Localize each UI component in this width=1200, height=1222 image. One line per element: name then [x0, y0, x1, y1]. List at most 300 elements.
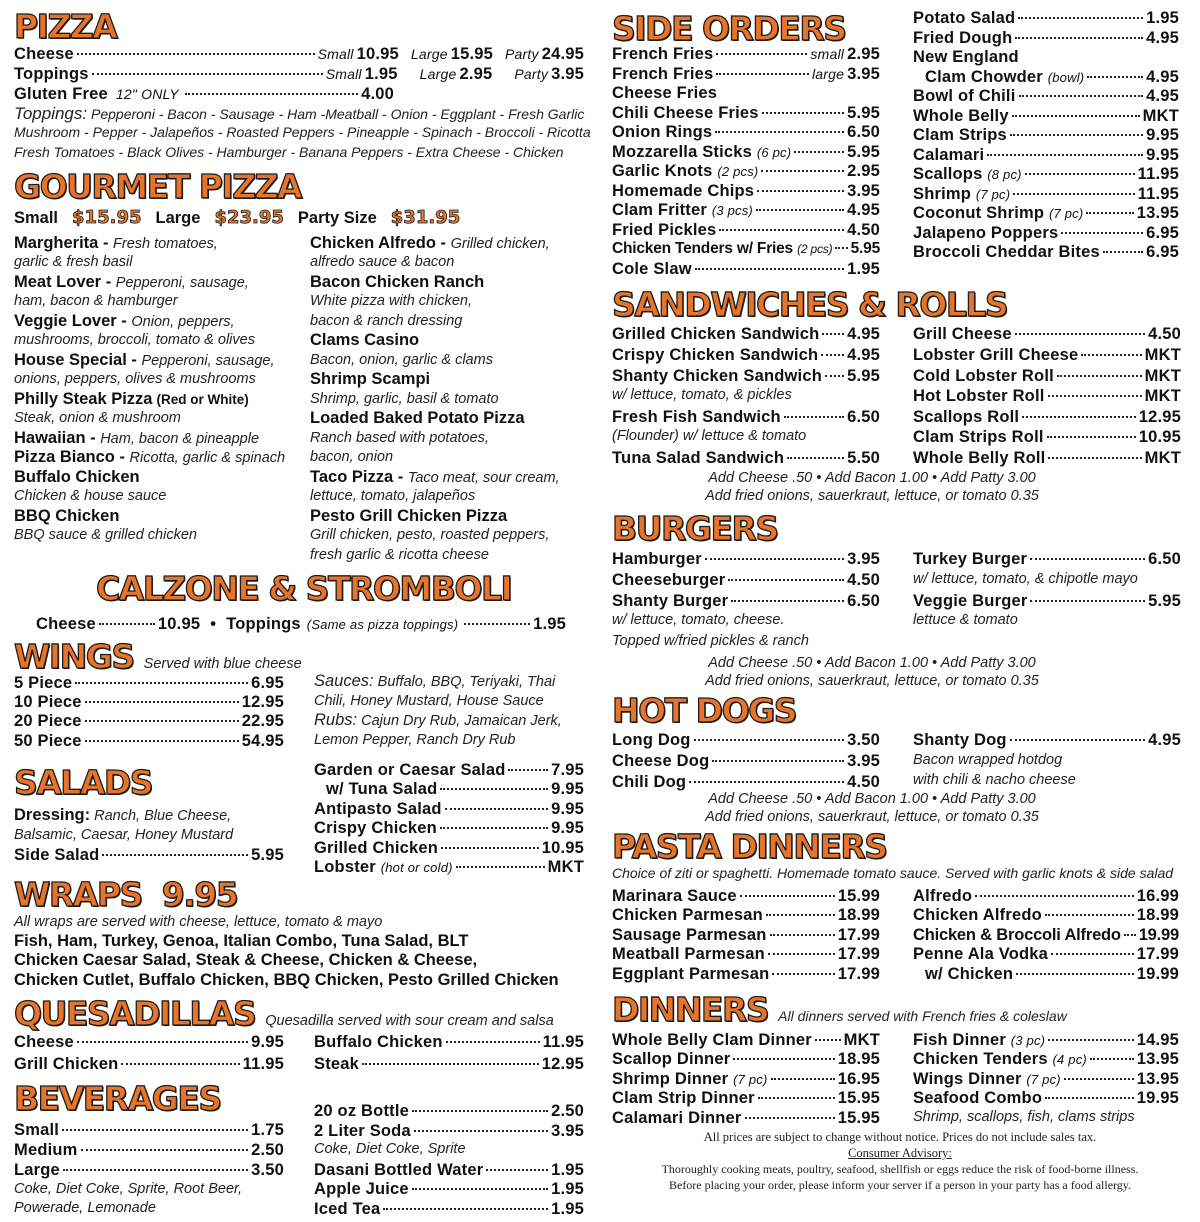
salads-title: SALADS [14, 763, 153, 802]
item-name: Crispy Chicken [314, 819, 437, 837]
sandwich-row [612, 324, 880, 344]
item-desc: Chicken & house sauce [14, 488, 167, 504]
addons-line: Add Cheese .50 • Add Bacon 1.00 • Add Patty 3.00 [708, 791, 1036, 807]
price: MKT [1144, 367, 1181, 385]
price: 10.95 [1138, 428, 1181, 446]
price: 18.99 [1136, 906, 1179, 924]
beverages-title: BEVERAGES [14, 1079, 221, 1118]
item-name: Shanty Burger [612, 592, 729, 610]
leader-dots [975, 895, 1134, 897]
leader-dots [1010, 739, 1145, 741]
item-name [913, 164, 1022, 185]
leader-dots [1015, 37, 1143, 39]
size-label: Large [410, 46, 448, 62]
pasta-row [913, 925, 1179, 945]
leader-dots [761, 170, 844, 172]
beverage-note: Powerade, Lemonade [14, 1200, 156, 1216]
item-name [612, 161, 758, 182]
item-note: (6 pc) [756, 145, 792, 160]
gourmet-item [310, 370, 430, 391]
size-label: Party Size [297, 209, 377, 227]
salad-row [314, 838, 584, 858]
item-desc: mushrooms, broccoli, tomato & olives [14, 332, 255, 348]
item-name: Crispy Chicken Sandwich [612, 346, 819, 364]
wings-note: Served with blue cheese [143, 656, 302, 672]
item-desc: fresh garlic & ricotta cheese [310, 547, 489, 563]
item-note: (hot or cold) [380, 860, 453, 875]
dinner-row [612, 1049, 880, 1069]
leader-dots [362, 1063, 539, 1065]
leader-dots [445, 808, 548, 810]
price: 4.95 [1146, 29, 1179, 47]
leader-dots [768, 953, 835, 955]
item-name: Eggplant Parmesan [612, 965, 770, 983]
side-orders-title: SIDE ORDERS [612, 9, 846, 48]
leader-dots [77, 1041, 248, 1043]
item-name [913, 1069, 1061, 1090]
price: 4.50 [1148, 325, 1181, 343]
side-row [612, 142, 880, 162]
item-name: Bacon Chicken Ranch [310, 273, 485, 291]
item-name: Penne Ala Vodka [913, 945, 1049, 963]
item-name: Fresh Fish Sandwich [612, 408, 781, 426]
quesadilla-row [314, 1032, 584, 1052]
price: MKT [1142, 107, 1179, 125]
item-name [314, 857, 453, 878]
gourmet-item: Margherita - Fresh tomatoes, [14, 234, 218, 252]
leader-dots [784, 416, 844, 418]
leader-dots [756, 209, 844, 211]
beverage-row [14, 1140, 284, 1160]
dinner-row [913, 1088, 1179, 1108]
gourmet-pizza-title: GOURMET PIZZA [14, 167, 302, 206]
price: 9.95 [551, 800, 584, 818]
addons-line: Add Cheese .50 • Add Bacon 1.00 • Add Patty 3.00 [708, 470, 1036, 486]
item-name: Hawaiian [14, 429, 86, 447]
item-name: Onion Rings [612, 123, 713, 141]
leader-dots [1045, 914, 1134, 916]
item-name: Hamburger [612, 550, 702, 568]
hotdogs-title: HOT DOGS [612, 691, 796, 730]
price: 2.95 [459, 65, 493, 83]
leader-dots [745, 1117, 835, 1119]
leader-dots [1010, 134, 1143, 136]
rubs-label: Rubs: [314, 711, 358, 729]
price: 17.99 [837, 926, 880, 944]
side-row [913, 125, 1179, 145]
dressing-text: Balsamic, Caesar, Honey Mustard [14, 827, 234, 843]
price: 1.95 [1146, 9, 1179, 27]
rubs-line [314, 711, 562, 732]
pasta-row [913, 964, 1179, 984]
beverage-row [314, 1121, 584, 1141]
leader-dots [412, 1188, 548, 1190]
leader-dots [728, 579, 844, 581]
burger-row [612, 549, 880, 569]
price: 5.95 [850, 240, 880, 257]
leader-dots [757, 190, 844, 192]
item-name-text: Chicken Tenders w/ Fries [612, 240, 793, 257]
dinner-row [612, 1069, 880, 1089]
leader-dots [821, 354, 844, 356]
item-desc: bacon, onion [310, 449, 394, 465]
item-name-text: Coconut Shrimp [913, 204, 1045, 222]
item-name: Whole Belly Roll [913, 449, 1046, 467]
item-name: Taco Pizza [310, 468, 394, 486]
side-row [612, 44, 880, 64]
price: 9.95 [1146, 126, 1179, 144]
pizza-title: PIZZA [14, 7, 117, 46]
item-name: Whole Belly Clam Dinner [612, 1031, 812, 1049]
item-name: Chicken & Broccoli Alfredo [913, 926, 1121, 944]
item-name-text: Mozzarella Sticks [612, 143, 753, 161]
quesadillas-title [14, 994, 554, 1033]
leader-dots [794, 151, 844, 153]
side-row [913, 67, 1179, 87]
calzone-title: CALZONE & STROMBOLI [96, 569, 512, 608]
leader-dots [1013, 193, 1134, 195]
item-name: Fried Pickles [612, 221, 717, 239]
leader-dots [383, 1208, 548, 1210]
price: 12.95 [1138, 408, 1181, 426]
pasta-title: PASTA DINNERS [612, 827, 887, 866]
price: 9.95 [251, 1033, 284, 1051]
leader-dots [412, 1110, 548, 1112]
item-name: Broccoli Cheddar Bites [913, 243, 1100, 261]
side-row [913, 242, 1179, 262]
burger-row [612, 570, 880, 590]
size-label: Large [155, 209, 201, 227]
price: 18.95 [837, 1050, 880, 1068]
leader-dots [63, 1169, 248, 1171]
pizza-gluten-row [14, 84, 394, 104]
leader-dots [102, 854, 248, 856]
item-name: Pesto Grill Chicken Pizza [310, 507, 508, 525]
price: 3.95 [847, 550, 880, 568]
item-note: 12" ONLY [115, 86, 179, 102]
item-desc: Shrimp, garlic, basil & tomato [310, 391, 499, 407]
price: 4.95 [847, 346, 880, 364]
item-name: Grill Cheese [913, 325, 1012, 343]
sandwich-row [913, 407, 1181, 427]
item-name: Shanty Dog [913, 731, 1007, 749]
burgers-title: BURGERS [612, 509, 778, 548]
item-name: Calamari [913, 146, 985, 164]
item-name: Hot Lobster Roll [913, 387, 1045, 405]
leader-dots [1103, 251, 1143, 253]
price: 1.75 [251, 1121, 284, 1139]
price: 16.95 [837, 1070, 880, 1088]
addons-line: Add fried onions, sauerkraut, lettuce, or tomato 0.35 [705, 809, 1039, 825]
size-label: small [810, 46, 845, 62]
gourmet-item: Veggie Lover - Onion, peppers, [14, 312, 235, 330]
beverage-row [314, 1160, 584, 1180]
price: 13.95 [1136, 204, 1179, 222]
price: 11.95 [1137, 185, 1179, 203]
gourmet-item: Taco Pizza - Taco meat, sour cream, [310, 468, 560, 486]
gourmet-price-row [14, 208, 474, 229]
leader-dots [92, 73, 323, 75]
item-desc: Shrimp, scallops, fish, clams strips [913, 1109, 1135, 1125]
item-name [612, 239, 832, 259]
leader-dots [715, 131, 844, 133]
sandwich-row [913, 324, 1181, 344]
advisory-text: Before placing your order, please inform your server if a person in your party has a food allergy. [668, 1178, 1132, 1192]
dinner-row [612, 1088, 880, 1108]
item-desc: Bacon, onion, garlic & clams [310, 352, 493, 368]
leader-dots [185, 93, 358, 95]
price: 6.95 [1146, 224, 1179, 242]
gourmet-item [310, 507, 507, 528]
leader-dots [1016, 973, 1134, 975]
price: 15.95 [450, 45, 494, 63]
pasta-row [612, 964, 880, 984]
item-name: Large [14, 1161, 60, 1179]
leader-dots [1051, 953, 1134, 955]
leader-dots [121, 1063, 239, 1065]
leader-dots [1045, 1097, 1134, 1099]
item-desc: garlic & fresh basil [14, 254, 133, 270]
leader-dots [1019, 95, 1144, 97]
price: 1.95 [533, 615, 566, 633]
item-name: New England [913, 48, 1019, 66]
leader-dots [1057, 375, 1142, 377]
side-row [612, 83, 880, 103]
side-row [612, 181, 880, 201]
dinner-row [612, 1030, 880, 1050]
sandwich-row [913, 345, 1181, 365]
price: 17.99 [1136, 945, 1179, 963]
leader-dots [77, 53, 315, 55]
sandwich-row [913, 386, 1181, 406]
gourmet-item [14, 390, 249, 411]
item-name: Seafood Combo [913, 1089, 1043, 1107]
item-name: Loaded Baked Potato Pizza [310, 409, 525, 427]
item-name: Scallops Roll [913, 408, 1020, 426]
leader-dots [712, 760, 844, 762]
sandwich-row [913, 448, 1181, 468]
item-name: Turkey Burger [913, 550, 1028, 568]
leader-dots [1090, 1058, 1134, 1060]
price: 17.99 [837, 965, 880, 983]
item-desc: Grill chicken, pesto, roasted peppers, [310, 527, 550, 543]
item-desc: Topped w/fried pickles & ranch [612, 633, 809, 649]
side-row [913, 184, 1179, 204]
price: 4.95 [847, 325, 880, 343]
item-name: French Fries [612, 65, 714, 83]
item-name-text: Garlic Knots [612, 162, 713, 180]
price: 1.95 [847, 260, 880, 278]
leader-dots [75, 682, 248, 684]
item-name: Grilled Chicken Sandwich [612, 325, 820, 343]
pasta-note: Choice of ziti or spaghetti. Homemade tomato sauce. Served with garlic knots & side salad [612, 865, 1174, 881]
price: 22.95 [241, 712, 284, 730]
leader-dots [81, 1149, 249, 1151]
price: 3.95 [847, 752, 880, 770]
price: 13.95 [1136, 1070, 1179, 1088]
side-row [913, 28, 1179, 48]
item-desc: lettuce, tomato, jalapeños [310, 488, 476, 504]
side-row [913, 145, 1179, 165]
price: 10.95 [356, 45, 399, 63]
item-name: Small [14, 1121, 60, 1139]
price: 10.95 [157, 615, 201, 633]
item-name: Cold Lobster Roll [913, 367, 1054, 385]
item-name: Side Salad [14, 846, 100, 864]
side-row [612, 239, 880, 259]
item-desc: Fresh tomatoes, [113, 236, 218, 252]
price: 4.95 [1146, 68, 1179, 86]
price: 9.95 [1146, 146, 1179, 164]
item-name: Cheese [14, 45, 74, 63]
leader-dots [815, 1039, 841, 1041]
beverage-row [314, 1199, 584, 1219]
wraps-title-text: WRAPS [14, 875, 142, 914]
size-label: Small [325, 66, 362, 82]
sandwich-row [913, 366, 1181, 386]
burger-row [612, 591, 880, 611]
gourmet-item: Hawaiian - Ham, bacon & pineapple [14, 429, 260, 447]
item-name: French Fries [612, 45, 714, 63]
pasta-row [913, 905, 1179, 925]
item-name: Chicken Parmesan [612, 906, 763, 924]
item-name: Sausage Parmesan [612, 926, 767, 944]
addons-line: Add fried onions, sauerkraut, lettuce, or tomato 0.35 [705, 673, 1039, 689]
sandwich-row [612, 366, 880, 386]
dressing-text: Ranch, Blue Cheese, [94, 808, 232, 824]
item-name: Calamari Dinner [612, 1109, 742, 1127]
leader-dots [1087, 76, 1143, 78]
pasta-row [913, 944, 1179, 964]
item-desc: w/ lettuce, tomato, cheese. [612, 612, 785, 628]
leader-dots [766, 914, 835, 916]
price: 3.50 [251, 1161, 284, 1179]
size-label: Party [505, 46, 539, 62]
addons-line: Add Cheese .50 • Add Bacon 1.00 • Add Patty 3.00 [708, 655, 1036, 671]
price: MKT [1144, 387, 1181, 405]
leader-dots [825, 375, 844, 377]
leader-dots [1030, 558, 1145, 560]
price: $31.95 [390, 207, 461, 228]
wings-row [14, 692, 284, 712]
size-label: large [811, 66, 845, 82]
item-name: Marinara Sauce [612, 887, 737, 905]
item-name: Long Dog [612, 731, 691, 749]
leader-dots [464, 623, 530, 625]
sauces-text: Buffalo, BBQ, Teriyaki, Thai [377, 674, 556, 690]
gourmet-item [14, 507, 119, 528]
leader-dots [85, 701, 239, 703]
item-name: Whole Belly [913, 107, 1009, 125]
price: 5.50 [847, 449, 880, 467]
salad-row [314, 760, 584, 780]
leader-dots [1022, 416, 1135, 418]
item-desc: lettuce & tomato [913, 612, 1018, 628]
side-row [913, 86, 1179, 106]
price: 15.95 [837, 1089, 880, 1107]
item-name-text: Shrimp Dinner [612, 1070, 729, 1088]
price: 9.95 [551, 819, 584, 837]
leader-dots [441, 847, 539, 849]
item-name: Chicken Alfredo [310, 234, 436, 252]
side-row [612, 64, 880, 84]
price: 4.00 [361, 85, 394, 103]
calzone-row [36, 614, 566, 634]
size-label: Large [419, 66, 457, 82]
wings-row [14, 731, 284, 751]
sauces-label: Sauces: [314, 672, 374, 690]
side-row [612, 259, 880, 279]
gourmet-item [310, 331, 419, 352]
item-name: Chicken Alfredo [913, 906, 1042, 924]
wings-row [14, 711, 284, 731]
item-name: Tuna Salad Sandwich [612, 449, 785, 467]
side-row [612, 220, 880, 240]
pizza-cheese-row [14, 44, 584, 64]
side-row [913, 223, 1179, 243]
leader-dots [772, 973, 834, 975]
leader-dots [446, 1041, 540, 1043]
price: 24.95 [541, 45, 584, 63]
item-note: (7 pc) [1026, 1072, 1061, 1087]
beverage-row [314, 1179, 584, 1199]
wraps-line: Fish, Ham, Turkey, Genoa, Italian Combo, Tuna Salad, BLT [14, 932, 469, 950]
gourmet-item: Pizza Bianco - Ricotta, garlic & spinach [14, 448, 286, 466]
price: MKT [843, 1031, 880, 1049]
price: 17.99 [837, 945, 880, 963]
item-name: w/ Tuna Salad [326, 780, 438, 798]
leader-dots [1012, 115, 1140, 117]
item-name: Gluten Free [14, 85, 108, 103]
size-label: Small [14, 209, 59, 227]
side-row [913, 8, 1179, 28]
gourmet-item: Chicken Alfredo - Grilled chicken, [310, 234, 550, 252]
leader-dots [1064, 1078, 1134, 1080]
item-name: Grill Chicken [14, 1055, 119, 1073]
item-name: Philly Steak Pizza [14, 390, 153, 408]
wraps-line: Chicken Caesar Salad, Steak & Cheese, Chicken & Cheese, [14, 951, 478, 969]
prices-disclaimer: All prices are subject to change without notice. Prices do not include sales tax. [703, 1130, 1097, 1144]
leader-dots [787, 457, 844, 459]
price: 1.95 [364, 65, 398, 83]
item-name: Iced Tea [314, 1200, 381, 1218]
item-desc: Grilled chicken, [450, 236, 550, 252]
item-name: Antipasto Salad [314, 800, 442, 818]
leader-dots [99, 623, 155, 625]
gourmet-item: Meat Lover - Pepperoni, sausage, [14, 273, 249, 291]
rubs-text: Lemon Pepper, Ranch Dry Rub [314, 732, 516, 748]
price: 10.95 [541, 839, 584, 857]
price: 3.95 [551, 1122, 584, 1140]
item-name: Cheese Fries [612, 84, 718, 102]
leader-dots [486, 1169, 548, 1171]
price: 5.95 [847, 104, 880, 122]
item-name: BBQ Chicken [14, 507, 120, 525]
pasta-row [612, 905, 880, 925]
size-label: Party [514, 66, 549, 82]
item-desc: Ham, bacon & pineapple [100, 431, 260, 447]
beverage-note: Coke, Diet Coke, Sprite, Root Beer, [14, 1181, 243, 1197]
side-row [913, 203, 1179, 223]
beverage-row [314, 1101, 584, 1121]
item-name-text: Wings Dinner [913, 1070, 1022, 1088]
leader-dots [689, 781, 844, 783]
leader-dots [85, 740, 239, 742]
price: $15.95 [72, 207, 142, 228]
item-name: Shrimp Scampi [310, 370, 431, 388]
leader-dots [770, 934, 835, 936]
dressing-line [14, 806, 231, 827]
